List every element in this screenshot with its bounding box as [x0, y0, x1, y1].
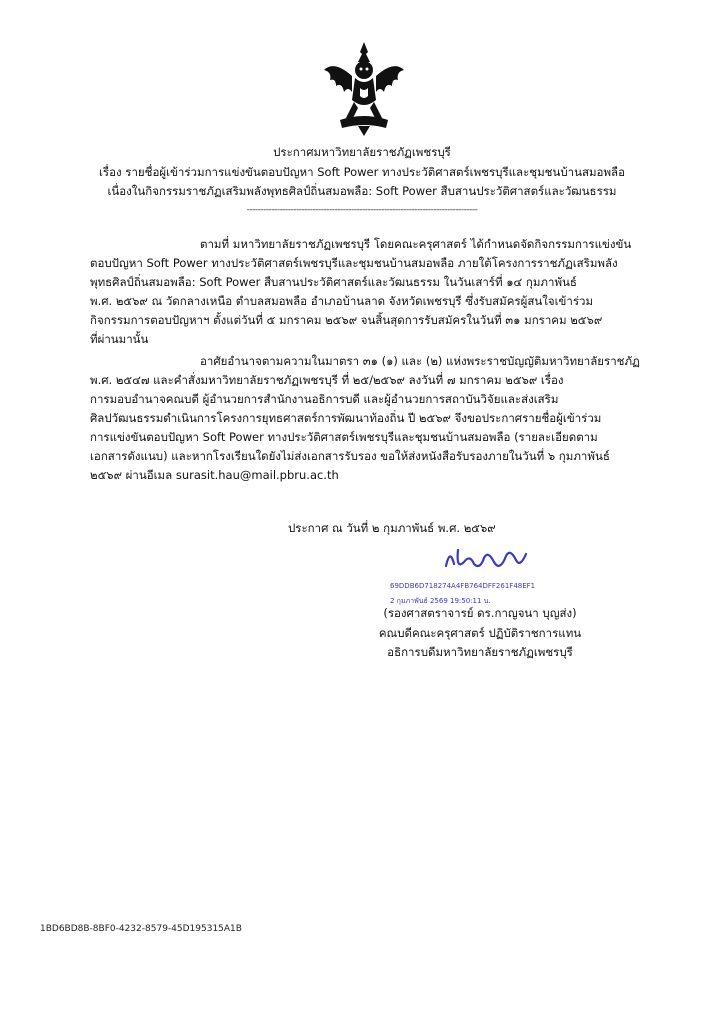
paragraph-line: พ.ศ. ๒๕๔๗ และคำสั่งมหาวิทยาลัยราชภัฏเพชรบุรี ที่ ๒๕/๒๕๖๙ ลงวันที่ ๗ มกราคม ๒๕๖๙ เรื่อง	[90, 373, 564, 387]
body-paragraph-1	[90, 235, 650, 349]
handwritten-signature	[440, 540, 530, 574]
paragraph-line: พุทธศิลป์ถิ่นสมอพลือ: Soft Power สืบสานประวัติศาสตร์และวัฒนธรรม ในวันเสาร์ที่ ๑๔ กุมภาพันธ์	[90, 275, 577, 289]
body-paragraph-2	[90, 352, 650, 485]
digital-signature-id: 69DDB6D718274A4FB764DFF261F48EF1	[390, 582, 536, 590]
signer-position: คณบดีคณะครุศาสตร์ ปฏิบัติราชการแทน	[378, 625, 582, 640]
document-id: 1BD6BD8B-8BF0-4232-8579-45D195315A1B	[40, 924, 242, 934]
announcement-heading	[60, 143, 664, 202]
signer-authority: อธิการบดีมหาวิทยาลัยราชภัฏเพชรบุรี	[387, 645, 573, 659]
paragraph-line: ตอบปัญหา Soft Power ทางประวัติศาสตร์เพชรบุรีและชุมชนบ้านสมอพลือ ภายใต้โครงการราชภัฏเสริมพลัง	[90, 256, 618, 270]
paragraph-line: อาศัยอำนาจตามความในมาตรา ๓๑ (๑) และ (๒) แห่งพระราชบัญญัติมหาวิทยาลัยราชภัฏ	[200, 354, 640, 368]
signer-name: (รองศาสตราจารย์ ดร.กาญจนา บุญส่ง)	[383, 606, 577, 620]
paragraph-line: ศิลปวัฒนธรรมดำเนินการโครงการยุทธศาสตร์การพัฒนาท้องถิ่น ปี ๒๕๖๙ จึงขอประกาศรายชื่อผู้เข้าร่วม	[90, 411, 602, 425]
heading-title: ประกาศมหาวิทยาลัยราชภัฏเพชรบุรี	[273, 145, 451, 159]
paragraph-line: กิจกรรมการตอบปัญหาฯ ตั้งแต่วันที่ ๕ มกราคม ๒๕๖๙ จนสิ้นสุดการรับสมัครในวันที่ ๓๑ มกราคม ๒๕๖๙	[90, 313, 603, 327]
signer-block	[340, 604, 620, 663]
announcement-date: ประกาศ ณ วันที่ ๒ กุมภาพันธ์ พ.ศ. ๒๕๖๙	[288, 521, 496, 535]
paragraph-line: ตามที่ มหาวิทยาลัยราชภัฏเพชรบุรี โดยคณะครุศาสตร์ ได้กำหนดจัดกิจกรรมการแข่งขัน	[200, 237, 632, 251]
heading-divider: ------------------------------------------------------------------------------------	[246, 205, 478, 215]
paragraph-line: การมอบอำนาจคณบดี ผู้อำนวยการสำนักงานอธิการบดี และผู้อำนวยการสถาบันวิจัยและส่งเสริม	[90, 392, 559, 406]
heading-occasion: เนื่องในกิจกรรมราชภัฏเสริมพลังพุทธศิลป์ถิ่นสมอพลือ: Soft Power สืบสานประวัติศาสตร์และวัฒนธรรม	[107, 184, 617, 198]
garuda-emblem-icon	[322, 40, 406, 138]
paragraph-line: เอกสารดังแนบ) และหากโรงเรียนใดยังไม่ส่งเอกสารรับรอง ขอให้ส่งหนังสือรับรองภายในวันที่ ๖ กุมภาพันธ์	[90, 449, 610, 463]
heading-subject: เรื่อง รายชื่อผู้เข้าร่วมการแข่งขันตอบปัญหา Soft Power ทางประวัติศาสตร์เพชรบุรีและชุมชนบ้านสมอพลือ	[99, 164, 625, 179]
paragraph-line: พ.ศ. ๒๕๖๙ ณ วัดกลางเหนือ ตำบลสมอพลือ อำเภอบ้านลาด จังหวัดเพชรบุรี ซึ่งรับสมัครผู้สนใจเข้าร่วม	[90, 294, 594, 308]
digital-signature-timestamp: 2 กุมภาพันธ์ 2569 19:50:11 น.	[390, 597, 491, 605]
paragraph-line: ๒๕๖๙ ผ่านอีเมล surasit.hau@mail.pbru.ac.th	[90, 468, 339, 482]
paragraph-line: ที่ผ่านมานั้น	[90, 332, 149, 346]
paragraph-line: การแข่งขันตอบปัญหา Soft Power ทางประวัติศาสตร์เพชรบุรีและชุมชนบ้านสมอพลือ (รายละเอียดตาม	[90, 430, 598, 444]
